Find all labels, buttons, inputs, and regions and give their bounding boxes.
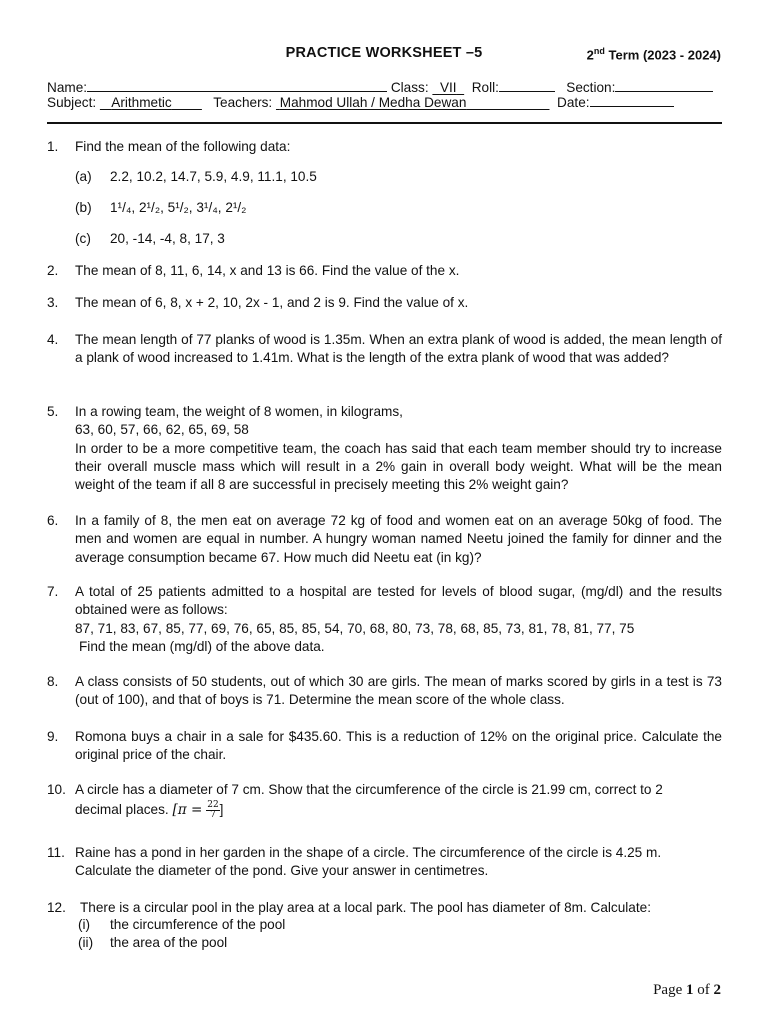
page-indicator (653, 982, 721, 999)
sub-text: 2.2, 10.2, 14.7, 5.9, 4.9, 11.1, 10.5 (110, 169, 317, 184)
class-value: VII (439, 80, 457, 95)
question-text: Romona buys a chair in a sale for $435.60. This is a reduction of 12% on the original price. Calculate the original price of the chair. (75, 729, 722, 763)
page-word: Page (653, 982, 683, 998)
question-number: 6. (47, 513, 59, 528)
question-number: 11. (47, 845, 65, 860)
class-label: Class: (390, 80, 429, 95)
sub-text: the area of the pool (110, 935, 228, 950)
question-8 (47, 673, 722, 710)
teachers-value: Mahmod Ullah / Medha Dewan (279, 95, 467, 110)
question-number: 2. (47, 263, 59, 278)
decimal-places-text: decimal places. (75, 802, 169, 818)
sub-text: 1¹/₄, 2¹/₂, 5¹/₂, 3¹/₄, 2¹/₂ (110, 200, 247, 215)
question-number: 7. (47, 584, 59, 599)
question-number: 5. (47, 404, 59, 419)
question-text: In a family of 8, the men eat on average 72 kg of food and women eat on an average 50kg of food. The men and women are equal in number. A hungry woman named Neetu joined the family for dinner and the average consumption became 67. How much did Neetu eat (in kg)? (75, 513, 722, 565)
question-6 (47, 512, 722, 567)
pi-close: ] (219, 802, 224, 818)
question-number: 10. (47, 782, 66, 797)
question-11 (47, 844, 722, 881)
page-number: 1 (686, 982, 694, 998)
question-text-line-2: Calculate the diameter of the pond. Give your answer in centimetres. (75, 863, 489, 879)
question-number: 4. (47, 332, 59, 347)
question-number: 8. (47, 674, 59, 689)
question-text-line-1: A total of 25 patients admitted to a hospital are tested for levels of blood sugar, (mg/dl) and the results obtained were as follows: (75, 584, 722, 618)
question-7 (47, 583, 722, 656)
pi-denominator: 7 (210, 810, 216, 821)
term-ordinal: 2 (586, 47, 594, 63)
term-label (587, 46, 721, 62)
page-total: 2 (713, 982, 721, 998)
pi-expression: [π = (172, 802, 203, 819)
question-2 (47, 262, 722, 280)
question-text: The mean of 6, 8, x + 2, 10, 2x - 1, and 2 is 9. Find the value of x. (75, 295, 469, 310)
section-label: Section: (566, 80, 616, 95)
sub-label: (ii) (78, 935, 94, 950)
teachers-field[interactable] (276, 95, 550, 110)
question-text-line-3: Find the mean (mg/dl) of the above data. (79, 638, 325, 654)
question-number: 12. (47, 900, 66, 915)
name-label: Name: (47, 80, 88, 95)
question-number: 1. (47, 139, 59, 154)
info-row-2 (47, 93, 722, 110)
question-4 (47, 331, 722, 368)
question-1 (47, 138, 722, 156)
sub-label: (a) (75, 169, 92, 184)
question-1a (75, 169, 317, 184)
question-text: The mean length of 77 planks of wood is 1.35m. When an extra plank of wood is added, the mean length of a plank of wood increased to 1.41m. What is the length of the extra plank of wood that was added? (75, 332, 722, 366)
teachers-label: Teachers: (213, 95, 273, 110)
worksheet-title: PRACTICE WORKSHEET –5 (285, 45, 483, 61)
pi-numerator: 22 (207, 800, 219, 811)
term-rest: Term (2023 - 2024) (604, 47, 721, 63)
question-number: 3. (47, 295, 59, 310)
question-3 (47, 294, 722, 312)
date-field[interactable] (590, 93, 674, 107)
date-label: Date: (557, 95, 590, 110)
question-12 (47, 899, 722, 917)
question-5 (47, 403, 722, 494)
question-10 (47, 781, 722, 820)
subject-label: Subject: (47, 95, 97, 110)
question-9 (47, 728, 722, 765)
section-field[interactable] (615, 78, 713, 92)
weights-list: 63, 60, 57, 66, 62, 65, 69, 58 (75, 422, 249, 438)
question-text: Find the mean of the following data: (75, 139, 291, 154)
question-text-line-1: A circle has a diameter of 7 cm. Show that the circumference of the circle is 21.99 cm, correct to 2 (75, 782, 663, 797)
question-12-ii (78, 935, 227, 950)
question-number: 9. (47, 729, 59, 744)
pi-fraction (206, 801, 219, 820)
sub-text: the circumference of the pool (110, 917, 286, 932)
name-field[interactable] (87, 78, 387, 92)
sub-label: (b) (75, 200, 92, 215)
term-suffix: nd (593, 46, 605, 56)
question-12-i (78, 917, 285, 932)
of-word: of (697, 982, 710, 998)
question-text-line-1: In a rowing team, the weight of 8 women, in kilograms, (75, 404, 403, 419)
question-1c (75, 231, 225, 246)
blood-sugar-list: 87, 71, 83, 67, 85, 77, 69, 76, 65, 85, 85, 54, 70, 68, 80, 73, 78, 68, 85, 73, 81, 78, 81, 77, 75 (75, 620, 635, 636)
question-text-line-3: In order to be a more competitive team, the coach has said that each team member should try to increase their overall muscle mass which will result in a 2% gain in overall body weight. What will be the mean weight of the team if all 8 are successful in precisely meeting this 2% weight gain? (75, 440, 722, 493)
question-text: A class consists of 50 students, out of which 30 are girls. The mean of marks scored by girls in a test is 73 (out of 100), and that of boys is 71. Determine the mean score of the whole class. (75, 674, 722, 708)
subject-value: Arithmetic (111, 95, 172, 110)
header-divider (47, 122, 722, 124)
question-text-line-2 (75, 801, 722, 820)
question-text: The mean of 8, 11, 6, 14, x and 13 is 66. Find the value of the x. (75, 263, 460, 278)
roll-field[interactable] (499, 78, 555, 92)
roll-label: Roll: (471, 80, 499, 95)
question-text: There is a circular pool in the play area at a local park. The pool has diameter of 8m. Calculate: (80, 900, 651, 915)
question-text-line-1: Raine has a pond in her garden in the shape of a circle. The circumference of the circle is 4.25 m. (75, 845, 662, 860)
sub-text: 20, -14, -4, 8, 17, 3 (110, 231, 225, 246)
question-1b (75, 200, 246, 215)
subject-field[interactable] (100, 95, 202, 110)
sub-label: (c) (75, 231, 91, 246)
sub-label: (i) (78, 917, 91, 932)
